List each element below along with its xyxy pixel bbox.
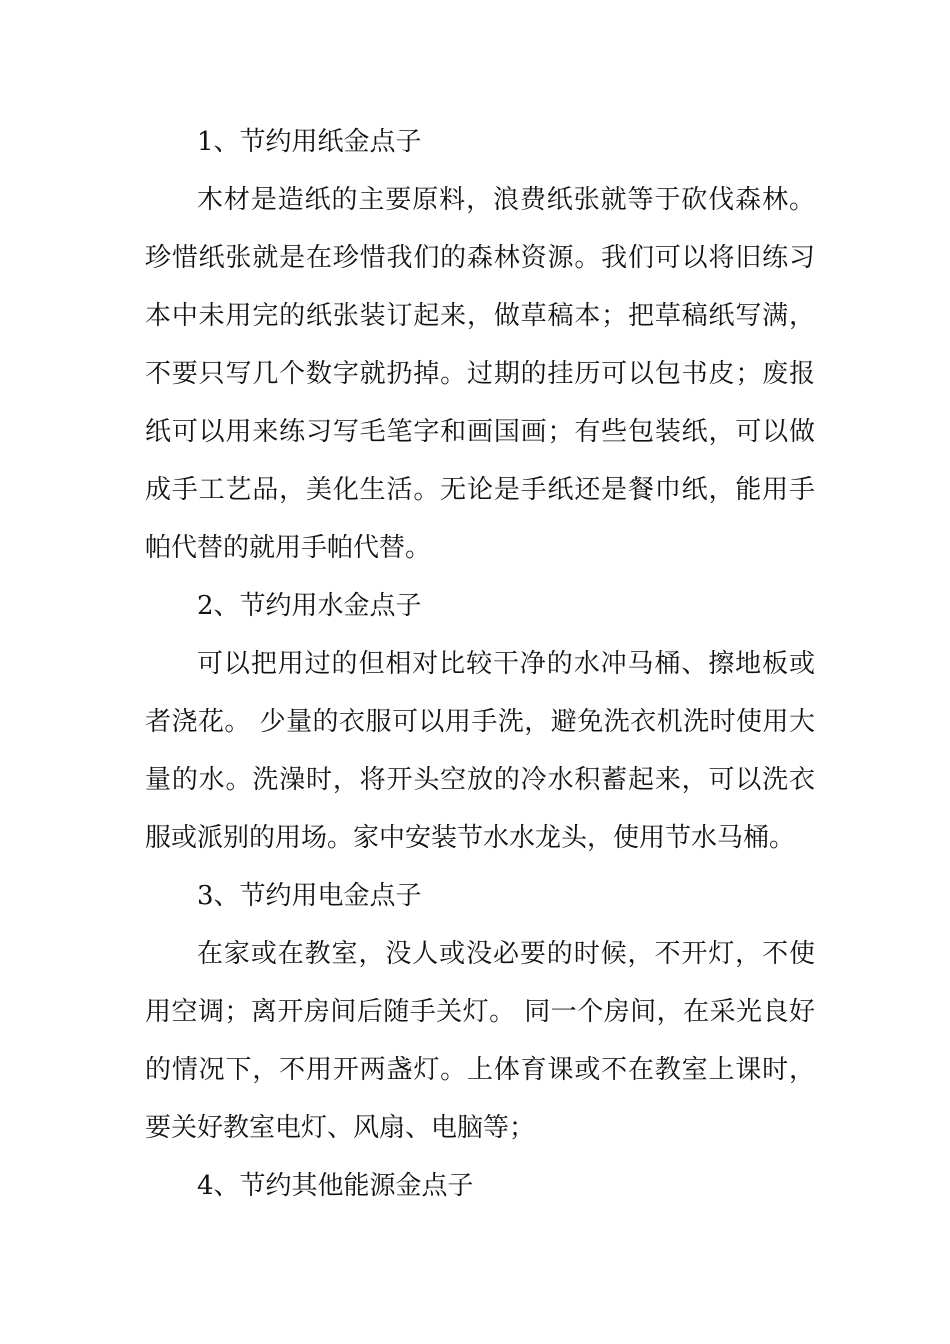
section-heading-other-energy: 4、节约其他能源金点子 [197, 1171, 474, 1201]
section-heading-electricity: 3、节约用电金点子 [197, 881, 422, 911]
section-body-paper: 木材是造纸的主要原料，浪费纸张就等于砍伐森林。珍惜纸张就是在珍惜我们的森林资源。我们可以将旧练习本中未用完的纸张装订起来，做草稿本；把草稿纸写满，不要只写几个数字就扔掉。过期的挂历可以包书皮；废报纸可以用来练习写毛笔字和画国画；有些包装纸，可以做成手工艺品，美化生活。无论是手纸还是餐巾纸，能用手帕代替的就用手帕代替。 [145, 185, 815, 563]
document-body [145, 113, 815, 1215]
section-body-water: 可以把用过的但相对比较干净的水冲马桶、擦地板或者浇花。 少量的衣服可以用手洗，避免洗衣机洗时使用大量的水。洗澡时，将开头空放的冷水积蓄起来，可以洗衣服或派别的用场。家中安装节水水龙头，使用节水马桶。 [145, 649, 815, 853]
section-heading-water: 2、节约用水金点子 [197, 591, 422, 621]
section-heading-paper: 1、节约用纸金点子 [197, 127, 422, 157]
section-body-electricity: 在家或在教室，没人或没必要的时候，不开灯，不使用空调；离开房间后随手关灯。 同一个房间，在采光良好的情况下，不用开两盏灯。上体育课或不在教室上课时，要关好教室电灯、风扇、电脑等； [145, 939, 815, 1143]
